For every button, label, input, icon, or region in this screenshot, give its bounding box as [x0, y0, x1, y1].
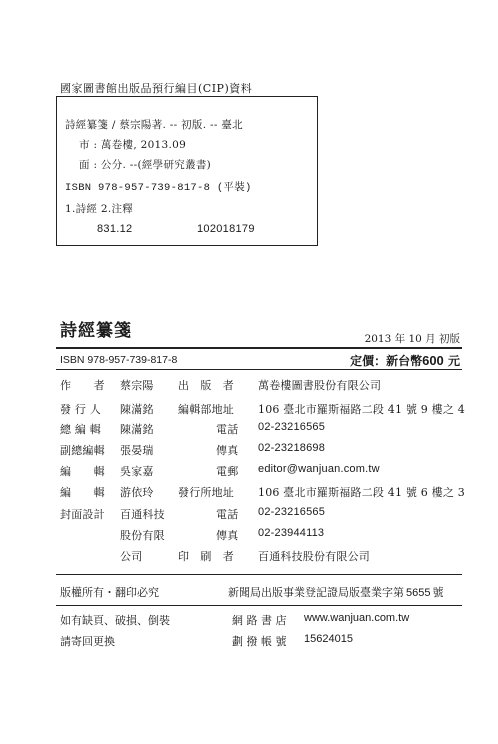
phone-number: 02-23216565 [258, 421, 326, 433]
footer-rule [56, 605, 462, 606]
copyright-notice: 版權所有・翻印必究 [60, 586, 159, 599]
registration-number: 5655 [406, 587, 431, 599]
editorial-address: 106 臺北市羅斯福路二段 41 號 9 樓之 4 [258, 403, 465, 416]
editor-name-2: 游依玲 [120, 486, 154, 499]
cover-design-label: 封面設計 [60, 508, 105, 521]
issuer-label: 發 行 人 [60, 403, 101, 416]
cip-catalog-number: 102018179 [197, 223, 255, 235]
online-store-label: 網 路 書 店 [232, 614, 287, 627]
edition-date: 2013 年 10 月 初版 [364, 333, 460, 345]
isbn-rule [56, 369, 462, 370]
email-label: 電郵 [216, 465, 239, 478]
cip-line-2: 市 : 萬卷樓, 2013.09 [79, 139, 187, 151]
cip-line-3: 面 : 公分. --(經學研究叢書) [79, 159, 212, 171]
printer-label: 印 刷 者 [178, 550, 234, 563]
phone-number-2: 02-23216565 [258, 506, 326, 518]
postal-account-number: 15624015 [304, 633, 353, 645]
credits-rule [56, 574, 462, 575]
cover-design-1: 百通科技 [120, 508, 165, 521]
cover-design-3: 公司 [120, 550, 143, 563]
online-store-url[interactable]: www.wanjuan.com.tw [304, 612, 410, 624]
registration-prefix: 新聞局出版事業登記證局版臺業字第 [228, 586, 404, 599]
publisher-label: 出 版 者 [178, 379, 234, 392]
cip-class-number: 831.12 [97, 223, 133, 235]
phone-label: 電話 [216, 423, 239, 436]
deputy-editor: 張晏瑞 [120, 444, 154, 457]
registration-notice [228, 584, 443, 600]
chief-editor-label: 總 編 輯 [60, 423, 101, 436]
fax-label: 傳真 [216, 444, 239, 457]
author: 蔡宗陽 [120, 379, 154, 392]
issuing-address: 106 臺北市羅斯福路二段 41 號 6 樓之 3 [258, 486, 465, 499]
editorial-address-label: 編輯部地址 [178, 403, 234, 416]
cip-heading: 國家圖書館出版品預行編目(CIP)資料 [60, 82, 253, 95]
cip-line-1: 詩經纂箋 / 蔡宗陽著. -- 初版. -- 臺北 [65, 119, 243, 131]
email: editor@wanjuan.com.tw [258, 463, 380, 475]
publisher: 萬卷樓圖書股份有限公司 [258, 379, 382, 392]
price-label: 定價：新台幣 [350, 354, 423, 368]
cip-box [56, 96, 318, 246]
fax-label-2: 傳真 [216, 529, 239, 542]
phone-label-2: 電話 [216, 508, 239, 521]
editor-label-2: 編 輯 [60, 486, 105, 499]
title-rule [56, 347, 462, 349]
postal-account-label: 劃 撥 帳 號 [232, 635, 287, 648]
cip-line-4: ISBN 978-957-739-817-8 (平裝) [65, 182, 252, 194]
editor-name: 吳家嘉 [120, 465, 154, 478]
chief-editor: 陳滿銘 [120, 423, 154, 436]
deputy-editor-label: 副總編輯 [60, 444, 105, 457]
issuing-address-label: 發行所地址 [178, 486, 234, 499]
issuer: 陳滿銘 [120, 403, 154, 416]
fax-number-2: 02-23944113 [258, 527, 325, 539]
price [350, 352, 460, 369]
editor-label: 編 輯 [60, 465, 105, 478]
price-unit: 元 [447, 354, 460, 368]
fax-number: 02-23218698 [258, 442, 326, 454]
cover-design-2: 股份有限 [120, 529, 165, 542]
cip-line-5: 1.詩經 2.注釋 [65, 203, 134, 215]
defect-note: 如有缺頁、破損、倒裝 [60, 614, 170, 627]
isbn: ISBN 978-957-739-817-8 [60, 354, 178, 366]
registration-suffix: 號 [432, 586, 444, 599]
price-value: 600 [422, 353, 444, 368]
printer: 百通科技股份有限公司 [258, 550, 370, 563]
return-note: 請寄回更換 [60, 635, 115, 648]
book-title: 詩經纂箋 [60, 321, 132, 341]
author-label: 作 者 [60, 379, 105, 392]
